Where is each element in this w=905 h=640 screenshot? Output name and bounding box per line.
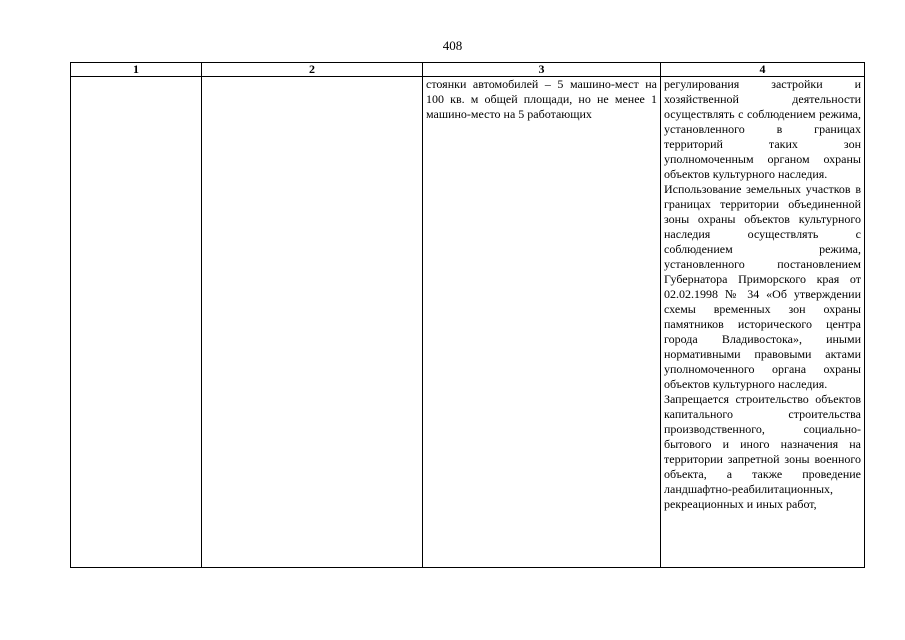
page-number: 408: [442, 38, 463, 53]
column-header-2: 2: [202, 63, 423, 77]
table-body: [71, 77, 865, 568]
column-header-4: 4: [661, 63, 865, 77]
paragraph-regulation: регулирования застройки и хозяйственной деятельности осуществлять с соблюдением режима, установленного в границах территорий таких зон уполномоченным органом охраны объектов культурного наследия.: [664, 77, 861, 181]
cell-col2: [202, 77, 423, 568]
table-header: [71, 63, 865, 77]
column-header-3: 3: [423, 63, 661, 77]
regulation-table: [70, 62, 865, 568]
header-row: [71, 63, 865, 77]
paragraph-land-use: Использование земельных участков в границах территории объединенной зоны охраны объектов культурного наследия осуществлять с соблюдением режима, установленного постановлением Губернатора Приморского края от 02.02.1998 № 34 «Об утверждении схемы временных зон охраны памятников исторического центра города Владивостока», иными нормативными правовыми актами уполномоченного органа охраны объектов культурного наследия.: [664, 182, 861, 391]
paragraph-prohibition: Запрещается строительство объектов капитального строительства производственного, социально-бытового и иного назначения на территории запретной зоны военного объекта, а также проведение ландшафтно-реабилитационных, рекреационных и иных работ,: [664, 392, 861, 511]
table-row: [71, 77, 865, 568]
column-header-1: 1: [71, 63, 202, 77]
cell-col3-parking-norms: стоянки автомобилей – 5 машино-мест на 100 кв. м общей площади, но не менее 1 машино-место на 5 работающих: [423, 77, 661, 568]
cell-col1: [71, 77, 202, 568]
cell-col4-restrictions: [661, 77, 865, 568]
